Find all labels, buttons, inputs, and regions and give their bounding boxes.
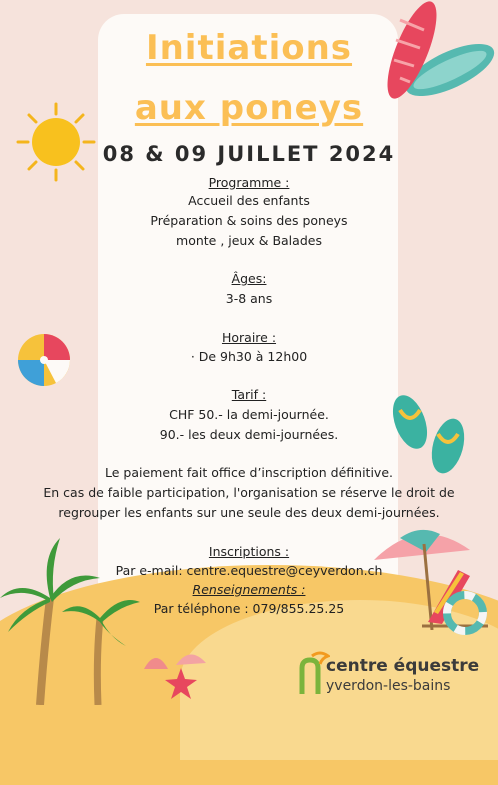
inscriptions-email[interactable]: Par e-mail: centre.equestre@ceyverdon.ch [115,563,383,578]
tarif-heading: Tarif : [231,387,267,402]
title-line-1: Initiations [145,28,353,68]
renseignements-heading: Renseignements : [192,582,306,597]
note-line: Le paiement fait office d’inscription définitive. [105,465,393,480]
logo-name: centre équestre [326,656,480,676]
horaire-heading: Horaire : [221,330,277,345]
horaire-value: · De 9h30 à 12h00 [190,349,308,364]
event-date: 08 & 09 JUILLET 2024 [102,142,396,166]
note-line: regrouper les enfants sur une seule des deux demi-journées. [58,505,440,520]
programme-heading: Programme : [208,175,290,190]
title-line-2: aux poneys [134,88,364,128]
tarif-line: 90.- les deux demi-journées. [159,427,339,442]
logo-subtitle: yverdon-les-bains [326,678,451,694]
programme-line: Préparation & soins des poneys [150,213,348,228]
starfish-icon [164,668,198,700]
ages-value: 3-8 ans [225,291,273,306]
renseignements-phone[interactable]: Par téléphone : 079/855.25.25 [153,601,345,616]
inscriptions-heading: Inscriptions : [208,544,290,559]
tarif-line: CHF 50.- la demi-journée. [169,407,329,422]
note-line: En cas de faible participation, l'organisation se réserve le droit de [43,485,455,500]
programme-line: monte , jeux & Balades [176,233,322,248]
programme-line: Accueil des enfants [188,193,310,208]
ages-heading: Âges: [231,271,267,286]
